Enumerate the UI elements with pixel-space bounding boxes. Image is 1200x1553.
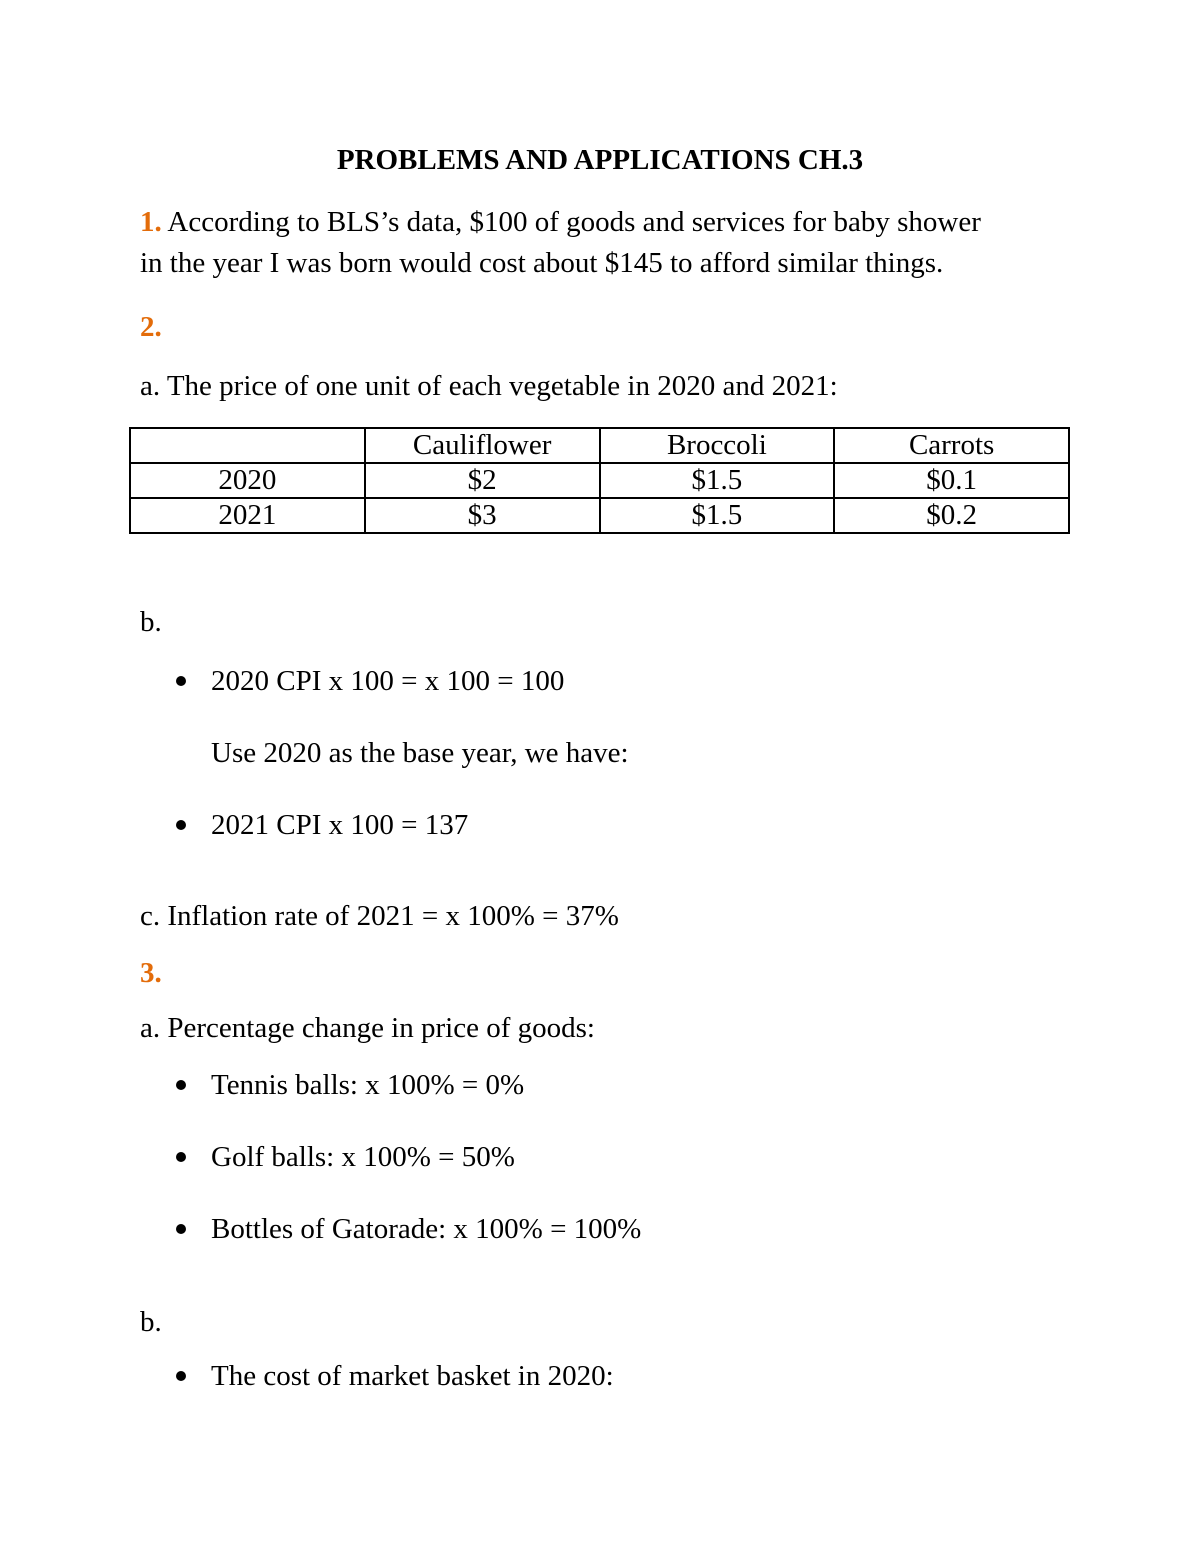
table-header-cell: Carrots xyxy=(834,428,1069,463)
table-cell: $0.2 xyxy=(834,498,1069,533)
bullet-icon xyxy=(176,676,186,686)
table-header-cell xyxy=(130,428,365,463)
vegetable-price-table xyxy=(129,427,1070,534)
table-cell: 2021 xyxy=(130,498,365,533)
table-cell: 2020 xyxy=(130,463,365,498)
question-2-number: 2. xyxy=(140,311,162,343)
bullet-icon xyxy=(176,1152,186,1162)
table-cell: $3 xyxy=(365,498,600,533)
table-cell: $1.5 xyxy=(600,498,835,533)
question-3a-text: a. Percentage change in price of goods: xyxy=(140,1012,595,1044)
question-3b-bullet: The cost of market basket in 2020: xyxy=(211,1360,614,1392)
question-3a-bullet: Tennis balls: x 100% = 0% xyxy=(211,1069,525,1101)
question-3b-label: b. xyxy=(140,1306,162,1338)
bullet-icon xyxy=(176,1080,186,1090)
table-header-cell: Broccoli xyxy=(600,428,835,463)
question-3a-bullet: Golf balls: x 100% = 50% xyxy=(211,1141,515,1173)
bullet-icon xyxy=(176,1371,186,1381)
table-header-row xyxy=(130,428,1069,463)
question-2c-text: c. Inflation rate of 2021 = x 100% = 37% xyxy=(140,900,619,932)
question-1-number: 1. xyxy=(140,206,162,238)
table-cell: $2 xyxy=(365,463,600,498)
question-2b-bullet-2: 2021 CPI x 100 = 137 xyxy=(211,809,469,841)
question-3-number: 3. xyxy=(140,957,162,989)
page-title: PROBLEMS AND APPLICATIONS CH.3 xyxy=(336,144,864,176)
table-row xyxy=(130,498,1069,533)
table-header-cell: Cauliflower xyxy=(365,428,600,463)
question-1-text-line-2: in the year I was born would cost about $145 to afford similar things. xyxy=(140,247,944,279)
question-3a-bullet: Bottles of Gatorade: x 100% = 100% xyxy=(211,1213,642,1245)
question-2b-label: b. xyxy=(140,606,162,638)
table-row xyxy=(130,463,1069,498)
bullet-icon xyxy=(176,1224,186,1234)
question-1-text-line-1: According to BLS’s data, $100 of goods and services for baby shower xyxy=(167,206,981,238)
question-2b-note: Use 2020 as the base year, we have: xyxy=(211,737,629,769)
table-cell: $0.1 xyxy=(834,463,1069,498)
bullet-icon xyxy=(176,820,186,830)
question-1-line-1 xyxy=(140,205,981,239)
question-2b-bullet-1: 2020 CPI x 100 = x 100 = 100 xyxy=(211,665,565,697)
question-2a-text: a. The price of one unit of each vegetable in 2020 and 2021: xyxy=(140,370,838,402)
table-cell: $1.5 xyxy=(600,463,835,498)
